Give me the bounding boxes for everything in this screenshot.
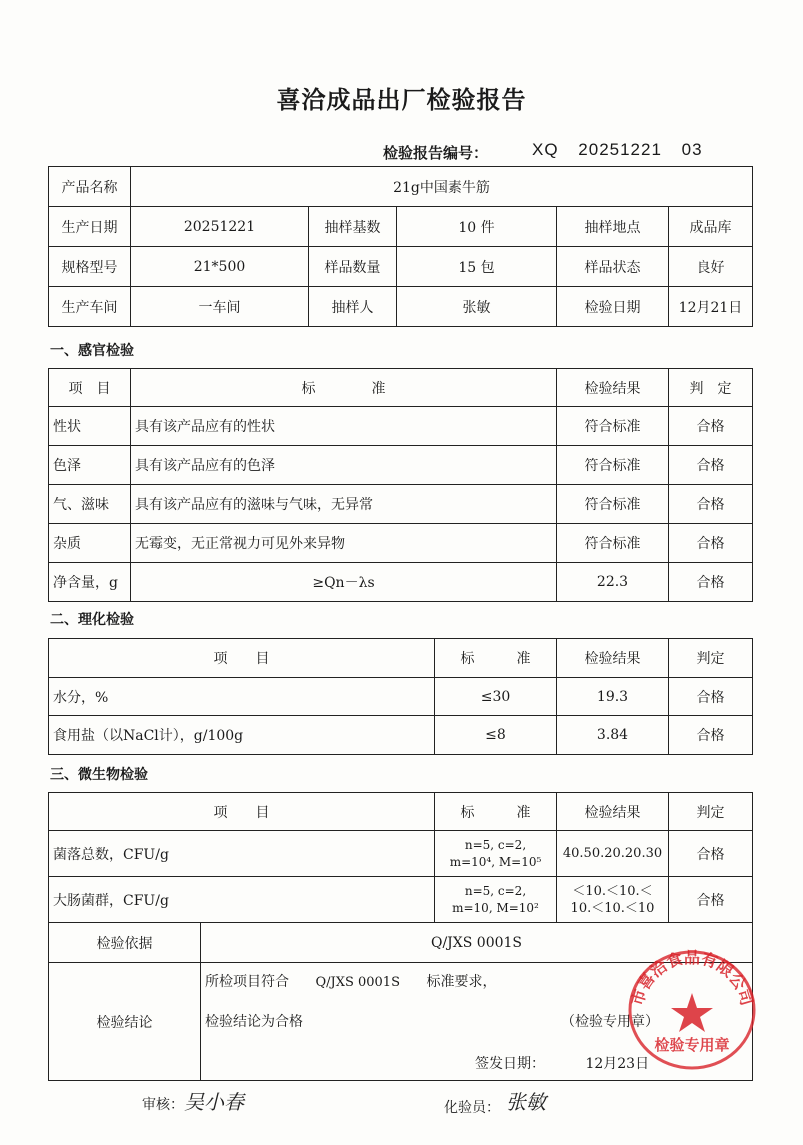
spec-label: 规格型号 [49, 247, 131, 287]
sampler-label: 抽样人 [309, 287, 397, 327]
seal-note: （检验专用章） [561, 1014, 659, 1030]
table-row-item: 净含量，g [49, 563, 131, 602]
physchem-header-judge: 判定 [669, 639, 753, 678]
report-no-label: 检验报告编号： [383, 144, 489, 162]
physchem-table [48, 638, 753, 755]
sample-qty-label: 样品数量 [309, 247, 397, 287]
table-row-result: 符合标准 [557, 485, 669, 524]
tester-label: 化验员： [444, 1100, 500, 1116]
sample-base-label: 抽样基数 [309, 207, 397, 247]
physchem-header-item: 项 目 [49, 639, 435, 678]
standard-line: n=5, c=2, [464, 883, 527, 898]
conclusion-line-2: 检验结论为合格 [205, 1014, 303, 1030]
micro-header-judge: 判定 [669, 793, 753, 831]
reviewer-signature: 吴小春 [184, 1090, 244, 1114]
result-line: ＜10.＜10.＜ [572, 883, 653, 899]
conclusion-text-c: 标准要求， [426, 974, 497, 990]
table-row-result: 19.3 [557, 678, 669, 716]
physchem-heading: 二、理化检验 [50, 612, 134, 628]
table-row-item: 性状 [49, 407, 131, 446]
table-row-standard: ≤30 [435, 678, 557, 716]
standard-line: n=5, c=2, [464, 837, 527, 852]
sample-state-label: 样品状态 [557, 247, 669, 287]
product-name: 21g中国素牛筋 [131, 167, 753, 207]
sensory-header-item: 项 目 [49, 369, 131, 407]
report-no-value: XQ 20251221 03 [532, 140, 703, 159]
table-row-item: 色泽 [49, 446, 131, 485]
test-date-label: 检验日期 [557, 287, 669, 327]
table-row-standard: 具有该产品应有的滋味与气味，无异常 [131, 485, 557, 524]
standard-line: m=10, M=10² [452, 900, 539, 915]
sample-base: 10 件 [397, 207, 557, 247]
spec: 21*500 [131, 247, 309, 287]
micro-heading: 三、微生物检验 [50, 767, 148, 783]
table-row-judge: 合格 [669, 877, 753, 923]
micro-header-item: 项 目 [49, 793, 435, 831]
star-icon [671, 993, 713, 1032]
standard-line: m=10⁴, M=10⁵ [449, 854, 542, 869]
reviewer-label: 审核： [142, 1097, 184, 1113]
table-row-judge: 合格 [669, 831, 753, 877]
result-line: 40.50.20.20.30 [562, 846, 663, 861]
workshop: 一车间 [131, 287, 309, 327]
table-row-result: 3.84 [557, 716, 669, 755]
result-line: 10.＜10.＜10 [570, 900, 655, 916]
table-row-result [557, 831, 669, 877]
table-row-item: 菌落总数，CFU/g [49, 831, 435, 877]
table-row-item: 水分，% [49, 678, 435, 716]
table-row-judge: 合格 [669, 563, 753, 602]
conclusion-standard: Q/JXS 0001S [315, 975, 400, 990]
sensory-header-judge: 判 定 [669, 369, 753, 407]
sample-place: 成品库 [669, 207, 753, 247]
physchem-header-standard: 标 准 [435, 639, 557, 678]
table-row-judge: 合格 [669, 446, 753, 485]
table-row-result: 符合标准 [557, 524, 669, 563]
stamp-bottom-text: 检验专用章 [654, 1036, 730, 1054]
micro-header-result: 检验结果 [557, 793, 669, 831]
conclusion-line-1 [205, 971, 496, 991]
sign-date-label: 签发日期： [475, 1056, 545, 1072]
tester-signature: 张敏 [506, 1090, 546, 1114]
report-title: 喜洽成品出厂检验报告 [276, 86, 527, 114]
table-row-result [557, 877, 669, 923]
sampler: 张敏 [397, 287, 557, 327]
table-row-standard: 具有该产品应有的性状 [131, 407, 557, 446]
basis-value: Q/JXS 0001S [201, 923, 753, 963]
sensory-table [48, 368, 753, 602]
table-row-result: 22.3 [557, 563, 669, 602]
sensory-header-result: 检验结果 [557, 369, 669, 407]
table-row-result: 符合标准 [557, 446, 669, 485]
workshop-label: 生产车间 [49, 287, 131, 327]
table-row-judge: 合格 [669, 524, 753, 563]
table-row-item: 杂质 [49, 524, 131, 563]
product-name-label: 产品名称 [49, 167, 131, 207]
micro-header-standard: 标 准 [435, 793, 557, 831]
sample-state: 良好 [669, 247, 753, 287]
table-row-judge: 合格 [669, 485, 753, 524]
table-row-judge: 合格 [669, 407, 753, 446]
sample-qty: 15 包 [397, 247, 557, 287]
table-row-result: 符合标准 [557, 407, 669, 446]
sensory-heading: 一、感官检验 [50, 343, 134, 359]
table-row-standard [435, 877, 557, 923]
table-row-item: 食用盐（以NaCl计），g/100g [49, 716, 435, 755]
table-row-item: 气、滋味 [49, 485, 131, 524]
conclusion-label: 检验结论 [49, 963, 201, 1081]
table-row-item: 大肠菌群，CFU/g [49, 877, 435, 923]
sample-place-label: 抽样地点 [557, 207, 669, 247]
table-row-standard: 具有该产品应有的色泽 [131, 446, 557, 485]
basis-label: 检验依据 [49, 923, 201, 963]
prod-date-label: 生产日期 [49, 207, 131, 247]
inspection-seal-stamp [612, 938, 772, 1078]
table-row-standard [435, 831, 557, 877]
table-row-judge: 合格 [669, 678, 753, 716]
stamp-top-text: 市喜洽食品有限公司 [627, 948, 757, 1008]
physchem-header-result: 检验结果 [557, 639, 669, 678]
conclusion-text-a: 所检项目符合 [205, 974, 289, 990]
sensory-header-standard: 标 准 [131, 369, 557, 407]
table-row-standard: ≥Qn－λs [131, 563, 557, 602]
prod-date: 20251221 [131, 207, 309, 247]
sign-date-value: 12月23日 [585, 1056, 650, 1072]
info-table [48, 166, 753, 327]
table-row-standard: 无霉变，无正常视力可见外来异物 [131, 524, 557, 563]
table-row-standard: ≤8 [435, 716, 557, 755]
test-date: 12月21日 [669, 287, 753, 327]
table-row-judge: 合格 [669, 716, 753, 755]
